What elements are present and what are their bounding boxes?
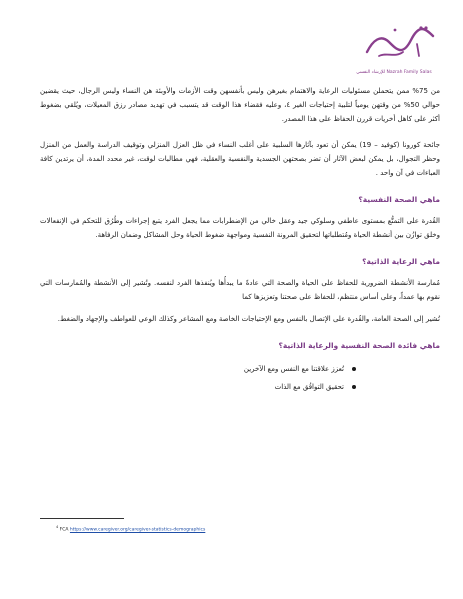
- footnote-link[interactable]: https://www.caregiver.org/caregiver-statistics-demographics: [69, 527, 206, 533]
- list-item: [40, 380, 440, 394]
- intro-paragraph: من 75% ممن يتحملن مسئوليات الرعاية والاهتمام بغيرهن وليس بأنفسهن وقت الأزمات والأوبئة هن النساء وليس الرجال، حيث يقضين حوالي 50% من وقتهن يومياً لتلبية إحتياجات الغير ٤، وعليه فقضاء هذا الوقت قد يتسبب في تهديد مصادر رزق المعيلات، ويُلقي بضغوط أكثر على كاهل أخريات قررن الحفاظ على هذا المصدر.: [40, 87, 440, 123]
- mental-health-heading: ماهي الصحة النفسية؟: [358, 195, 440, 204]
- logo-calligraphy-icon: [359, 22, 439, 62]
- bullet-icon: [352, 385, 356, 389]
- logo-subtitle: للإرشاد النفسي Nazrah Family Salas: [356, 70, 432, 75]
- list-item: [40, 362, 440, 376]
- footnote-label: FCA: [59, 527, 69, 533]
- footnote-divider: [40, 518, 124, 519]
- bullet-text: تُعزز علاقتنا مع النفس ومع الآخرين: [243, 365, 344, 373]
- self-care-heading: ماهي الرعاية الذاتية؟: [362, 257, 440, 266]
- benefits-heading: ماهي فائدة الصحة النفسية والرعاية الذاتية؟: [278, 341, 440, 350]
- brand-logo: [349, 22, 439, 84]
- mental-health-definition: القُدرة على التمتُّع بمستوى عاطفي وسلوكي جيد وعقل خالي من الإضطرابات مما يجعل الفرد يتبع إجراءات وطُرُق للتحكم في الإنفعالات وخلق توازُن بين أنشطة الحياة ومُتطلباتها لتحقيق المرونة النفسية ومواجهة ضغوط الحياة وحل المشاكل وضمان الرفاهة.: [40, 217, 440, 239]
- self-care-definition: مُمارسة الأنشطة الضرورية للحفاظ على الحياة والصحة التي عادةً ما يبدأُها ويُنفذها الفرد لنفسه. وتُشير إلى الأنشطة والمُمارسات التي نقوم بها عمداً، وعلى أساس منتظم، للحفاظ على صحتنا وتعزيزها كما: [40, 279, 440, 301]
- document-body: [40, 84, 440, 394]
- bullet-text: تحقيق التوافُق مع الذات: [274, 383, 344, 391]
- footnote-number: 4: [56, 525, 59, 529]
- footnote: [56, 524, 205, 534]
- covid-paragraph: جائحة كورونا (كوفيد – 19) يمكن أن تعود بآثارها السلبية على أغلب النساء في ظل العزل المنزلي وتوقيف الدراسة والعمل من المنزل وحظر التجوال، بل يمكن لبعض الآثار أن تضر بصحتهن الجسدية والنفسية والعقلية، فهي مطالبات لوقت، غير محدد المدة، أن يرتدين كافة العباءات في آن واحد .: [40, 141, 440, 177]
- benefits-list: [40, 362, 440, 394]
- self-care-definition-continued: تُشير إلى الصحة العامة، والقُدرة على الإتصال بالنفس ومع الإحتياجات الخاصة ومع المشاعر وكذلك الوعي للعواطف والإجهاد والضغط.: [57, 315, 440, 323]
- bullet-icon: [352, 367, 356, 371]
